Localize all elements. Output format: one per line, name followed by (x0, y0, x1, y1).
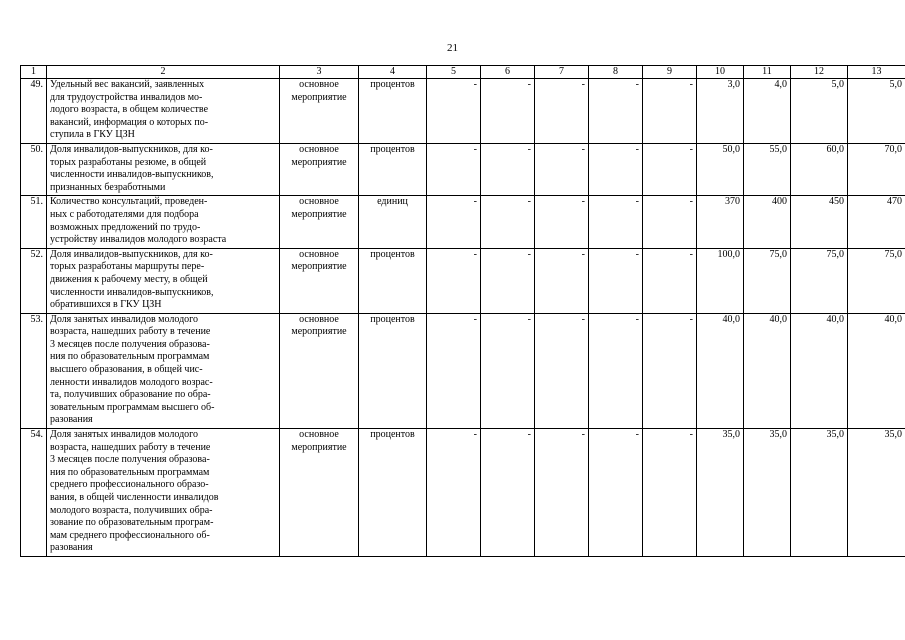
value-cell: 5,0 (791, 79, 848, 144)
value-cell: 55,0 (744, 143, 791, 195)
measure-type-line: мероприятие (291, 441, 347, 453)
empty-value-cell: - (589, 196, 643, 248)
indicator-name-line: для трудоустройства инвалидов мо- (50, 91, 203, 103)
measure-type-line: основное (299, 313, 339, 325)
indicator-name-line: Доля занятых инвалидов молодого (50, 429, 199, 441)
measure-type-line: основное (299, 143, 339, 155)
value-cell: 40,0 (744, 313, 791, 428)
column-header: 12 (791, 66, 848, 79)
unit-cell: процентов (359, 79, 427, 144)
indicator-name-line: зование по образовательным програм- (50, 517, 214, 529)
empty-value-cell: - (589, 79, 643, 144)
measure-type (280, 143, 359, 195)
indicator-name-line: ния по образовательным программам (50, 351, 210, 363)
measure-type (280, 429, 359, 557)
column-header: 2 (47, 66, 280, 79)
value-cell: 75,0 (791, 248, 848, 313)
column-header: 6 (481, 66, 535, 79)
column-header: 11 (744, 66, 791, 79)
measure-type-line: основное (299, 79, 339, 90)
row-number: 52. (21, 248, 47, 313)
empty-value-cell: - (643, 196, 697, 248)
empty-value-cell: - (481, 196, 535, 248)
value-cell: 50,0 (697, 143, 744, 195)
table-row (21, 79, 905, 144)
indicator-name-line: численности инвалидов-выпускников, (50, 286, 214, 298)
value-cell: 450 (791, 196, 848, 248)
value-cell: 5,0 (848, 79, 905, 144)
indicator-name-line: торых разработаны резюме, в общей (50, 156, 207, 168)
empty-value-cell: - (481, 429, 535, 557)
indicator-name-line: признанных безработными (50, 181, 166, 193)
table-row (21, 313, 905, 428)
indicators-table (20, 65, 905, 557)
indicator-name (47, 313, 280, 428)
empty-value-cell: - (589, 143, 643, 195)
row-number: 54. (21, 429, 47, 557)
indicator-name-line: 3 месяцев после получения образова- (50, 338, 210, 350)
indicator-name-line: та, получивших образование по обра- (50, 389, 211, 401)
unit-cell: процентов (359, 143, 427, 195)
measure-type-line: мероприятие (291, 326, 347, 338)
indicator-name-line: вакансий, информация о которых по- (50, 116, 209, 128)
unit-cell: процентов (359, 313, 427, 428)
empty-value-cell: - (643, 313, 697, 428)
empty-value-cell: - (643, 79, 697, 144)
indicator-name-line: вания, в общей численности инвалидов (50, 492, 219, 503)
value-cell: 400 (744, 196, 791, 248)
empty-value-cell: - (427, 196, 481, 248)
unit-cell: единиц (359, 196, 427, 248)
empty-value-cell: - (427, 143, 481, 195)
indicator-name-line: возраста, нашедших работу в течение (50, 441, 211, 453)
value-cell: 70,0 (848, 143, 905, 195)
measure-type (280, 248, 359, 313)
row-number: 51. (21, 196, 47, 248)
column-header: 1 (21, 66, 47, 79)
measure-type-line: основное (299, 248, 339, 260)
empty-value-cell: - (481, 143, 535, 195)
header-row (21, 66, 905, 79)
table-row (21, 143, 905, 195)
value-cell: 75,0 (744, 248, 791, 313)
empty-value-cell: - (481, 79, 535, 144)
indicator-name (47, 79, 280, 144)
empty-value-cell: - (535, 248, 589, 313)
column-header: 8 (589, 66, 643, 79)
value-cell: 60,0 (791, 143, 848, 195)
value-cell: 35,0 (791, 429, 848, 557)
indicator-name-line: зовательным программам высшего об- (50, 401, 215, 413)
indicator-name-line: ступила в ГКУ ЦЗН (50, 129, 135, 141)
empty-value-cell: - (535, 143, 589, 195)
measure-type-line: мероприятие (291, 156, 347, 168)
value-cell: 35,0 (744, 429, 791, 557)
page-number: 21 (447, 42, 458, 54)
value-cell: 40,0 (848, 313, 905, 428)
measure-type-line: основное (299, 196, 339, 208)
indicator-name (47, 196, 280, 248)
empty-value-cell: - (643, 429, 697, 557)
indicator-name-line: возможных предложений по трудо- (50, 221, 201, 233)
measure-type (280, 79, 359, 144)
indicator-name-line: ленности инвалидов молодого возрас- (50, 376, 213, 388)
row-number: 53. (21, 313, 47, 428)
empty-value-cell: - (643, 248, 697, 313)
empty-value-cell: - (535, 196, 589, 248)
row-number: 50. (21, 143, 47, 195)
indicator-name-line: возраста, нашедших работу в течение (50, 326, 211, 338)
column-header: 5 (427, 66, 481, 79)
empty-value-cell: - (535, 313, 589, 428)
indicator-name-line: Удельный вес вакансий, заявленных (50, 79, 205, 90)
column-header: 10 (697, 66, 744, 79)
empty-value-cell: - (535, 429, 589, 557)
measure-type-line: мероприятие (291, 208, 347, 220)
measure-type-line: мероприятие (291, 261, 347, 273)
indicator-name-line: мам среднего профессионального об- (50, 529, 210, 541)
table-row (21, 429, 905, 557)
unit-cell: процентов (359, 248, 427, 313)
empty-value-cell: - (589, 248, 643, 313)
indicator-name-line: молодого возраста, получивших обра- (50, 504, 213, 516)
table-row (21, 196, 905, 248)
value-cell: 35,0 (697, 429, 744, 557)
empty-value-cell: - (481, 248, 535, 313)
measure-type (280, 196, 359, 248)
measure-type-line: мероприятие (291, 91, 347, 103)
indicator-name-line: среднего профессионального образо- (50, 479, 209, 491)
indicator-name-line: численности инвалидов-выпускников, (50, 169, 214, 181)
empty-value-cell: - (589, 313, 643, 428)
column-header: 9 (643, 66, 697, 79)
empty-value-cell: - (643, 143, 697, 195)
indicator-name-line: торых разработаны маршруты пере- (50, 261, 205, 273)
empty-value-cell: - (535, 79, 589, 144)
indicator-name-line: ных с работодателями для подбора (50, 208, 199, 220)
table-row (21, 248, 905, 313)
indicator-name-line: Доля инвалидов-выпускников, для ко- (50, 248, 213, 260)
indicator-name-line: устройству инвалидов молодого возраста (50, 234, 227, 246)
value-cell: 3,0 (697, 79, 744, 144)
indicator-name-line: движения к рабочему месту, в общей (50, 273, 208, 285)
row-number: 49. (21, 79, 47, 144)
indicator-name-line: высшего образования, в общей чис- (50, 364, 203, 376)
indicator-name (47, 143, 280, 195)
empty-value-cell: - (427, 79, 481, 144)
column-header: 3 (280, 66, 359, 79)
column-header: 4 (359, 66, 427, 79)
indicator-name-line: ния по образовательным программам (50, 466, 210, 478)
column-header: 7 (535, 66, 589, 79)
indicator-name-line: Количество консультаций, проведен- (50, 196, 208, 208)
value-cell: 40,0 (697, 313, 744, 428)
indicator-name-line: разования (50, 542, 93, 554)
empty-value-cell: - (427, 429, 481, 557)
indicator-name (47, 429, 280, 557)
value-cell: 75,0 (848, 248, 905, 313)
indicator-name-line: 3 месяцев после получения образова- (50, 454, 210, 466)
value-cell: 470 (848, 196, 905, 248)
indicator-name-line: разования (50, 414, 93, 426)
empty-value-cell: - (427, 248, 481, 313)
indicator-name (47, 248, 280, 313)
empty-value-cell: - (427, 313, 481, 428)
empty-value-cell: - (481, 313, 535, 428)
indicator-name-line: лодого возраста, в общем количестве (50, 104, 209, 116)
measure-type (280, 313, 359, 428)
value-cell: 4,0 (744, 79, 791, 144)
indicator-name-line: Доля инвалидов-выпускников, для ко- (50, 143, 213, 155)
table-body (21, 66, 905, 557)
indicator-name-line: обратившихся в ГКУ ЦЗН (50, 299, 162, 311)
empty-value-cell: - (589, 429, 643, 557)
value-cell: 40,0 (791, 313, 848, 428)
measure-type-line: основное (299, 429, 339, 441)
indicator-name-line: Доля занятых инвалидов молодого (50, 313, 199, 325)
value-cell: 35,0 (848, 429, 905, 557)
column-header: 13 (848, 66, 905, 79)
unit-cell: процентов (359, 429, 427, 557)
value-cell: 100,0 (697, 248, 744, 313)
value-cell: 370 (697, 196, 744, 248)
